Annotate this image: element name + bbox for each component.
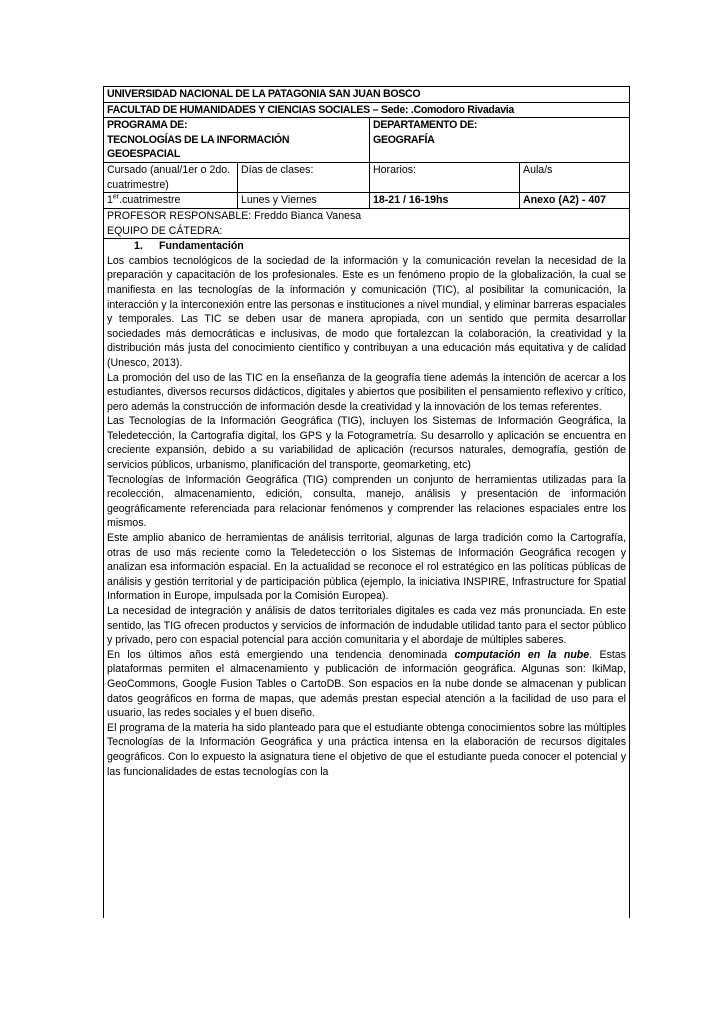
- paragraph-7-end: . Estas plataformas permiten el almacenamiento y publicación de información geográfica. Algunas son: IkiMap, GeoCommons, Google Fusion Tables o CartoDB. Son espacios en la nube donde se almacenan y publican datos geográficos en forma de mapas, que además prestan especial atención a la facilidad de uso para el usuario, las redes sociales y el buen diseño.: [107, 648, 627, 720]
- room-value: Anexo (A2) - 407: [520, 193, 630, 209]
- paragraph-8: El programa de la materia ha sido planteado para que el estudiante obtenga conocimientos sobre las múltiples Tecnologías de la Información Geográfica y una práctica intensa en la elaboración de recursos digitales geográficos. Con lo expuesto la asignatura tiene el objetivo de que el estudiante pueda conocer el potencial y las funcionalidades de estas tecnologías con la: [107, 721, 627, 778]
- program-cell: [104, 118, 370, 163]
- program-document: [103, 86, 629, 918]
- department-name: GEOGRAFÍA: [373, 133, 435, 146]
- staff-row: [104, 208, 630, 238]
- paragraph-7: [107, 648, 626, 721]
- program-label: PROGRAMA DE:: [107, 119, 188, 132]
- days-value: Lunes y Viernes: [238, 193, 370, 209]
- section-number: 1.: [134, 240, 143, 253]
- section-title: Fundamentación: [159, 240, 244, 253]
- term-superscript: er: [112, 193, 120, 201]
- paragraph-3: Las Tecnologías de la Información Geográfica (TIG), incluyen los Sistemas de Información Geográfica, la Teledetección, la Cartografía digital, los GPS y la Fotogrametría. Su desarrollo y aplicación se encuentra en creciente expansión, debido a su variabilidad de aplicación (recursos naturales, demografía, gestión de servicios públicos, urbanismo, planificación del transporte, geomarketing, etc): [107, 415, 627, 472]
- faculty-name: FACULTAD DE HUMANIDADES Y CIENCIAS SOCIALES – Sede: .Comodoro Rivadavia: [104, 102, 630, 118]
- paragraph-4: Tecnologías de Información Geográfica (TIG) comprenden un conjunto de herramientas utilizadas para la recolección, almacenamiento, edición, consulta, manejo, análisis y presentación de información geográficamente referenciada para relacionar fenómenos y comprender las relaciones espaciales entre los mismos.: [107, 473, 627, 530]
- staff-cell: [104, 208, 630, 238]
- paragraph-5: Este amplio abanico de herramientas de análisis territorial, algunas de larga tradición como la Cartografía, otras de uso más reciente como la Teledetección o los Sistemas de Información Geográfica recogen y analizan esa información espacial. En la actualidad se reconoce el rol estratégico en las políticas públicas de análisis y gestión territorial y de participación pública (ejemplo, la iniciativa INSPIRE, Infrastructure for Spatial Information in Europe, impulsada por la Comisión Europea).: [107, 532, 627, 603]
- days-header: Días de clases:: [238, 163, 370, 193]
- university-row: [104, 87, 630, 103]
- schedule-values-row: [104, 193, 630, 209]
- term-header: Cursado (anual/1er o 2do. cuatrimestre): [104, 163, 238, 193]
- paragraph-2: La promoción del uso de las TIC en la enseñanza de la geografía tiene además la intención de acercar a los estudiantes, diversos recursos didácticos, digitales y abiertos que posibiliten el pensamiento reflexivo y crítico, pero además la construcción de información desde la creatividad y la innovación de los temas referentes.: [107, 371, 627, 413]
- program-table: [103, 86, 630, 918]
- hours-header: Horarios:: [370, 163, 520, 193]
- term-rest: .cuatrimestre: [119, 194, 181, 207]
- content-row: [104, 239, 630, 919]
- schedule-header-row: [104, 163, 630, 193]
- faculty-row: [104, 102, 630, 118]
- responsible-professor: PROFESOR RESPONSABLE: Freddo Bianca Vanesa: [107, 209, 362, 222]
- university-name: UNIVERSIDAD NACIONAL DE LA PATAGONIA SAN JUAN BOSCO: [104, 87, 630, 103]
- program-name: TECNOLOGÍAS DE LA INFORMACIÓN GEOESPACIAL: [107, 133, 290, 161]
- paragraph-6: La necesidad de integración y análisis de datos territoriales digitales es cada vez más pronunciada. En este sentido, las TIG ofrecen productos y servicios de información de indudable utilidad tanto para el sector público y privado, pero con espacial potencial para acción comunitaria y el abordaje de múltiples saberes.: [107, 605, 627, 647]
- hours-value: 18-21 / 16-19hs: [370, 193, 520, 209]
- term-value: [104, 193, 238, 209]
- department-label: DEPARTAMENTO DE:: [373, 119, 478, 132]
- paragraph-1: Los cambios tecnológicos de la sociedad de la información y la comunicación revelan la necesidad de la preparación y capacitación de los profesionales. Este es un fenómeno propio de la globalización, la cual se manifiesta en las tecnologías de la información y comunicación (TIC), al posibilitar la comunicación, la interacción y la interconexión entre las personas e instituciones a nivel mundial, y eliminar barreras espaciales y temporales. Las TIC se deben usar de manera apropiada, con un sentido que permita desarrollar sociedades más democráticas e inclusivas, de modo que fortalezcan la colaboración, la creatividad y la distribución más justa del conocimiento científico y contribuyan a una educación más equitativa y de calidad (Unesco, 2013).: [107, 254, 627, 369]
- teaching-team: EQUIPO DE CÁTEDRA:: [107, 224, 223, 237]
- program-row: [104, 118, 630, 163]
- paragraph-7-start: En los últimos años está emergiendo una tendencia denominada: [107, 648, 455, 661]
- content-cell: [104, 239, 630, 919]
- section-heading: [107, 239, 626, 254]
- room-header: Aula/s: [520, 163, 630, 193]
- term-number: 1: [107, 194, 113, 207]
- cloud-computing-term: computación en la nube: [454, 648, 590, 661]
- department-cell: [370, 118, 630, 163]
